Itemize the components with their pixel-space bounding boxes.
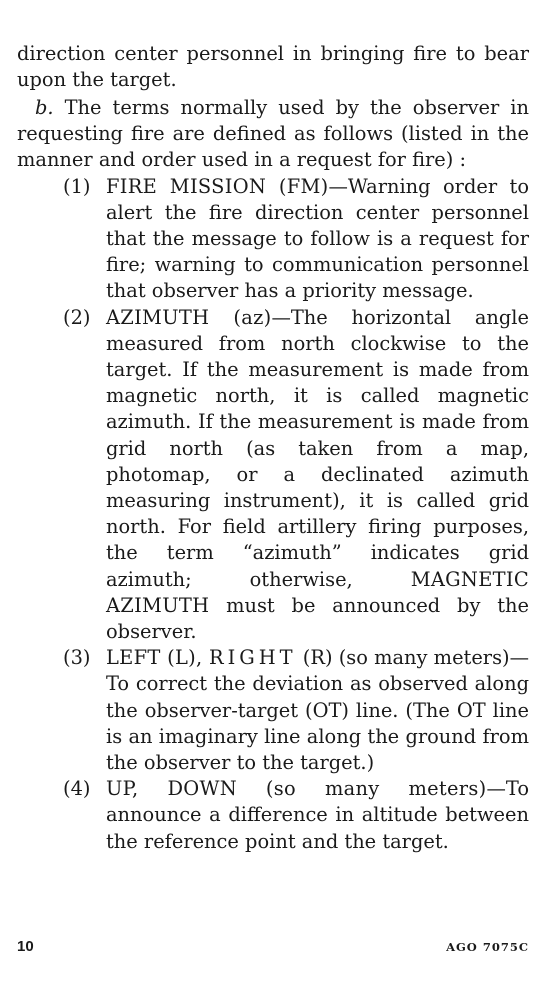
paragraph-b-text: The terms normally used by the observer in requesting fire are defined as follows (listed in the manner and order used in a request for fire) : bbox=[17, 95, 529, 172]
term-definition-end: must be announced by the observer. bbox=[106, 593, 529, 643]
term-label-left: LEFT (L), bbox=[106, 646, 209, 670]
item-number: (2) bbox=[63, 305, 91, 329]
paragraph-letter: b. bbox=[35, 95, 54, 119]
term-item-azimuth bbox=[17, 305, 529, 646]
term-label: UP, DOWN (so many meters) bbox=[106, 777, 487, 801]
term-label-suffix: (R) (so many meters) bbox=[296, 646, 510, 670]
term-label: FIRE MISSION (FM) bbox=[106, 174, 329, 198]
term-definition: —To announce a difference in altitude between the reference point and the target. bbox=[106, 777, 529, 853]
term-label: AZIMUTH (az) bbox=[106, 305, 272, 329]
term-emphasis: MAGNETIC AZIMUTH bbox=[106, 567, 529, 617]
paragraph-b bbox=[17, 95, 529, 174]
page-number: 10 bbox=[17, 938, 34, 955]
term-item-fire-mission bbox=[17, 174, 529, 305]
term-item-left-right bbox=[17, 645, 529, 776]
item-number: (3) bbox=[63, 646, 91, 670]
item-number: (4) bbox=[63, 777, 91, 801]
term-item-up-down bbox=[17, 776, 529, 855]
term-definition: —The horizontal angle measured from north clockwise to the target. If the measurement is made from magnetic north, it is called magnetic azimuth. If the measurement is made from grid north (as taken from a map, photomap, or a declinated azimuth measuring instrument), it is called grid north. For field artillery firing purposes, the term “azimuth” indicates grid azimuth; otherwise, bbox=[106, 305, 529, 591]
term-label-right: RIGHT bbox=[208, 646, 297, 670]
form-code: AGO 7075C bbox=[446, 940, 529, 954]
body-text bbox=[17, 41, 529, 855]
term-definition: —Warning order to alert the fire direction center personnel that the message to follow is a request for fire; warning to communication personnel that observer has a priority message. bbox=[106, 174, 530, 303]
term-definition: —To correct the deviation as observed along the observer-target (OT) line. (The OT line is an imaginary line along the ground from the observer to the target.) bbox=[106, 646, 529, 774]
page-footer bbox=[17, 938, 529, 960]
paragraph-a-continuation: direction center personnel in bringing fire to bear upon the target. bbox=[17, 42, 529, 92]
item-number: (1) bbox=[63, 174, 91, 198]
